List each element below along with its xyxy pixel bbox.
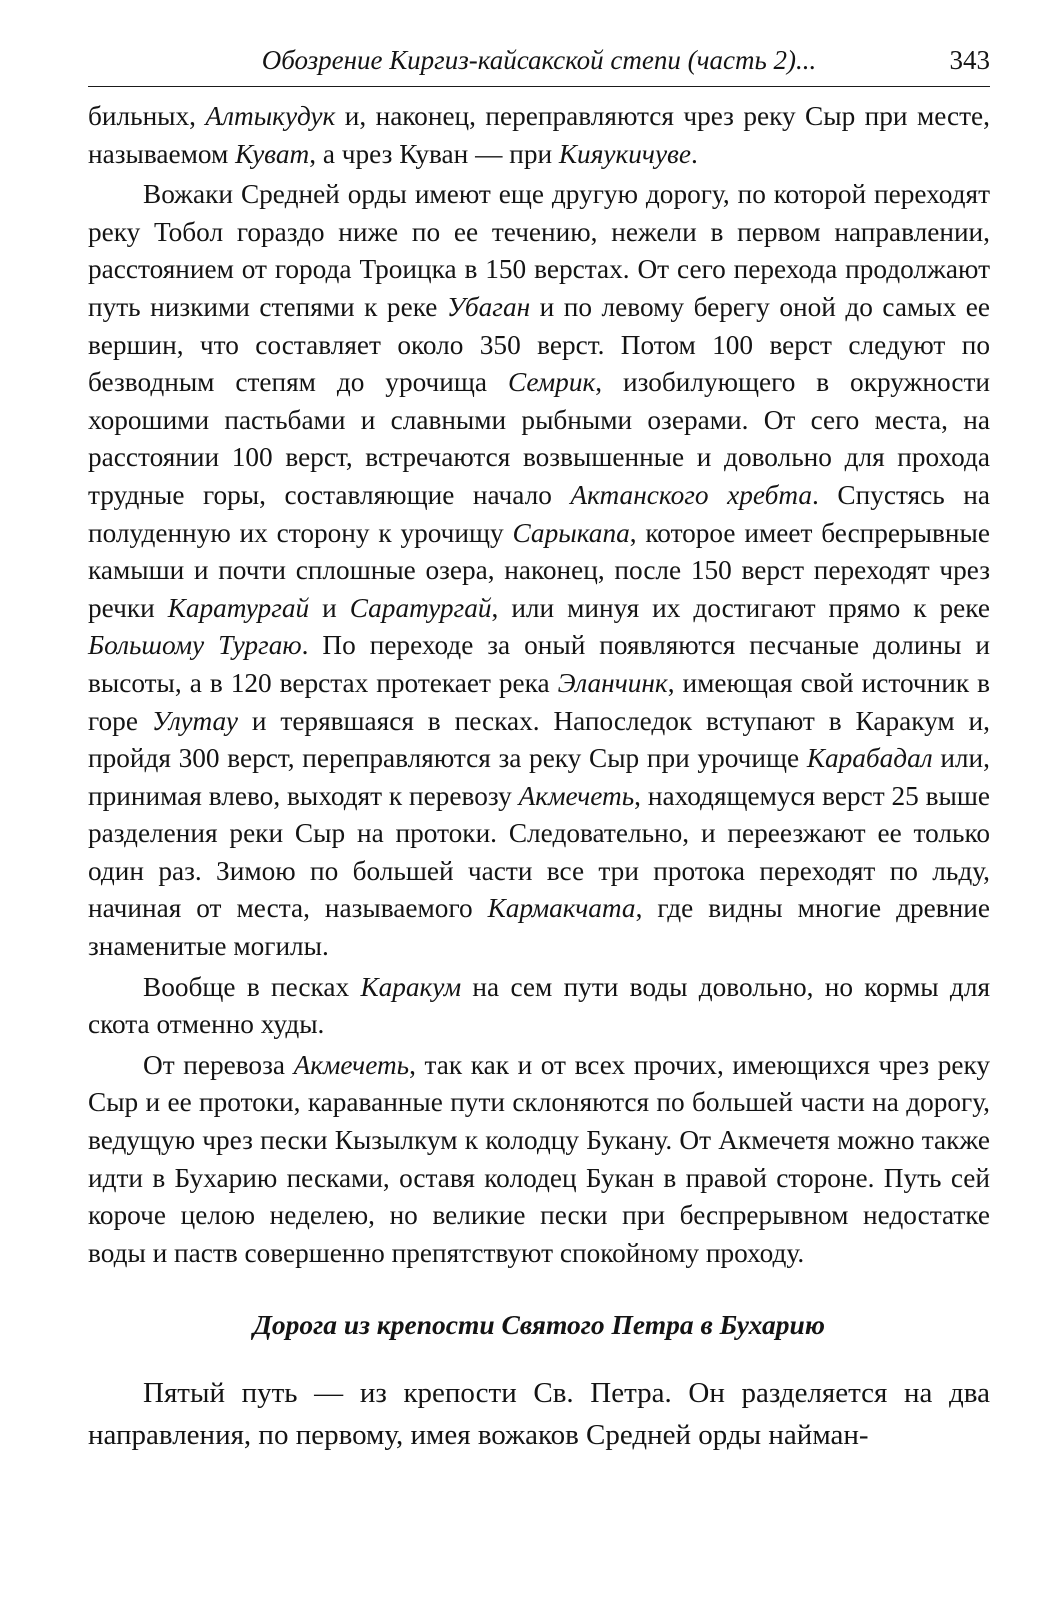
italic-term: Карабадал bbox=[806, 743, 933, 774]
text-run: , имеющая свой источник в горе bbox=[88, 667, 990, 736]
text-run: . bbox=[691, 138, 698, 169]
text-run: Вообще в песках bbox=[143, 971, 361, 1002]
italic-term: Акмечеть bbox=[518, 780, 635, 811]
italic-term: Куват bbox=[235, 138, 310, 169]
text-run: , которое имеет беспрерывные камыши и почти сплошные озера, наконец, после 150 верст переходят чрез речки bbox=[88, 517, 990, 623]
text-run: бильных, bbox=[88, 101, 206, 131]
paragraph-5: Пятый путь — из крепости Св. Петра. Он разделяется на два направления, по первому, имея вожаков Средней орды найман- bbox=[88, 1377, 990, 1452]
text-run: , а чрез Куван — при bbox=[309, 138, 559, 169]
italic-term: Каратургай bbox=[167, 592, 310, 623]
text-run: . Спустясь на полуденную их сторону к урочищу bbox=[88, 479, 990, 548]
italic-term: Алтыкудук bbox=[205, 101, 336, 131]
paragraph-1 bbox=[88, 98, 990, 173]
text-run: или, принимая влево, выходят к перевозу bbox=[88, 743, 990, 811]
text-run: и по левому берегу оной до самых ее вершин, что составляет около 350 верст. Потом 100 верст следуют по безводным степям до урочища bbox=[88, 291, 990, 398]
text-run: , так как и от всех прочих, имеющихся чрез реку Сыр и ее протоки, караванные пути склоняются по большей части на дорогу, ведущую чрез пески Кызылкум к колодцу Букану. От Акмечетя можно также идти в Бухарию песками, оставя колодец Букан в правой стороне. Путь сей короче целою неделею, но великие пески при беспрерывном недостатке воды и паств совершенно препятствуют спокойному проходу. bbox=[88, 1049, 990, 1268]
text-run: и, наконец, переправляются чрез реку Сыр при месте, называемом bbox=[88, 101, 990, 169]
text-run: . По переходе за оный появляются песчаные долины и высоты, а в 120 верстах протекает река bbox=[88, 630, 990, 698]
text-run: От перевоза bbox=[143, 1049, 294, 1080]
text-run: , где видны многие древние знаменитые могилы. bbox=[88, 893, 991, 962]
italic-term: Кияукичуве bbox=[558, 138, 692, 169]
body-text bbox=[88, 98, 990, 1456]
paragraph-3 bbox=[88, 969, 990, 1044]
text-run: и терявшаяся в песках. Напоследок вступают в Каракум и, пройдя 300 верст, переправляются за реку Сыр при урочище bbox=[88, 705, 990, 774]
text-run: , находящемуся верст 25 выше разделения реки Сыр на протоки. Следовательно, и переезжают ее только один раз. Зимою по большей части все три протока переходят по льду, начиная от места, называемого bbox=[88, 780, 991, 924]
italic-term: Убаган bbox=[446, 291, 531, 322]
text-run: на сем пути воды довольно, но кормы для скота отменно худы. bbox=[88, 971, 990, 1040]
italic-term: Каракум bbox=[360, 971, 462, 1002]
italic-term: Саратургай bbox=[349, 592, 492, 623]
italic-term: Семрик bbox=[507, 367, 596, 398]
text-run: , изобилующего в окружности хорошими пастьбами и славными рыбными озерами. От сего места, на расстоянии 100 верст, встречаются возвышенные и довольно для прохода трудные горы, составляющие начало bbox=[88, 367, 990, 510]
paragraph-4 bbox=[88, 1047, 990, 1273]
text-run: и bbox=[309, 592, 350, 623]
page-number: 343 bbox=[949, 45, 990, 75]
running-header bbox=[88, 40, 990, 87]
running-title: Обозрение Киргиз-кайсакской степи (часть 2)... bbox=[261, 45, 817, 75]
italic-term: Эланчинк bbox=[557, 667, 668, 698]
italic-term: Актанского хребта bbox=[570, 479, 813, 510]
italic-term: Акмечеть bbox=[293, 1049, 410, 1080]
italic-term: Кармакчата bbox=[487, 893, 636, 924]
text-run: , или минуя их достигают прямо к реке bbox=[491, 592, 990, 623]
section-heading: Дорога из крепости Святого Петра в Бухарию bbox=[253, 1309, 825, 1341]
italic-term: Улутау bbox=[151, 705, 238, 736]
paragraph-2 bbox=[88, 176, 990, 965]
italic-term: Сарыкапа bbox=[512, 517, 630, 548]
italic-term: Большому Тургаю bbox=[88, 630, 302, 661]
text-run: Вожаки Средней орды имеют еще другую дорогу, по которой переходят реку Тобол гораздо ниже по ее течению, нежели в первом направлении, расстоянием от города Троицка в 150 верстах. От сего перехода продолжают путь низкими степями к реке bbox=[88, 179, 990, 322]
